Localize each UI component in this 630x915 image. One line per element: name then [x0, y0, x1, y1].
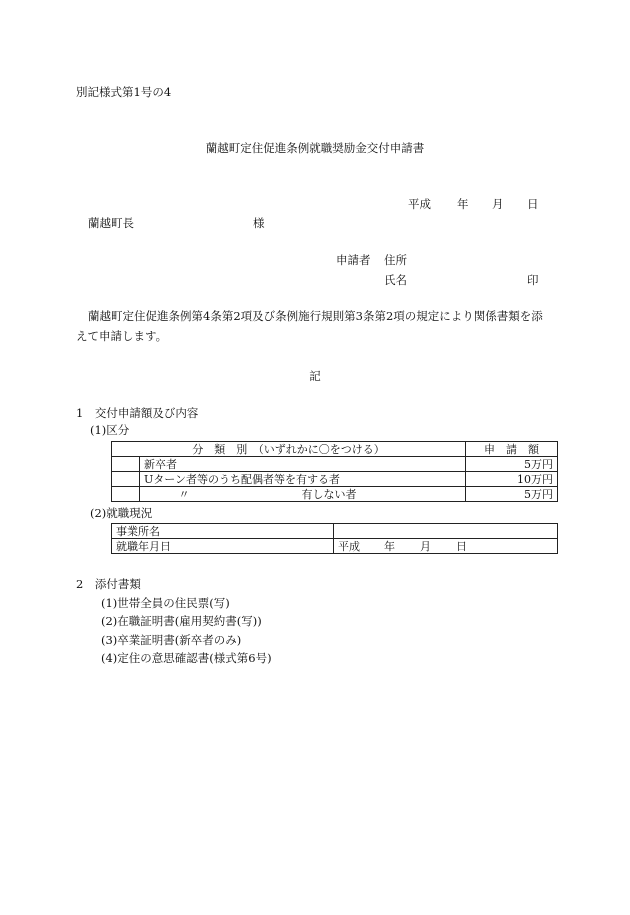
table-row: [112, 539, 558, 554]
body-text-line2: えて申請します。: [76, 329, 168, 343]
date-year: 年: [457, 197, 469, 211]
header-category: 分 類 別 （いずれかに〇をつける）: [112, 442, 466, 457]
addressee-suffix: 様: [253, 216, 265, 230]
section2-heading: 2 添付書類: [76, 577, 141, 591]
category-cell: Uターン者等のうち配偶者等を有する者: [140, 472, 466, 487]
amount-cell: 10万円: [466, 472, 558, 487]
employment-date-label: 就職年月日: [112, 539, 334, 554]
emp-era: 平成: [338, 539, 360, 553]
section1-sub2: (2)就職現況: [90, 506, 153, 520]
ki-heading: 記: [309, 369, 321, 383]
date-era: 平成: [408, 197, 431, 211]
applicant-label: 申請者: [336, 253, 371, 267]
table-header-row: [112, 442, 558, 457]
attachment-item: (1)世帯全員の住民票(写): [101, 596, 230, 610]
employment-date-field[interactable]: [334, 539, 558, 554]
name-label: 氏名: [384, 273, 407, 287]
date-day: 日: [527, 197, 539, 211]
mark-cell[interactable]: [112, 487, 140, 502]
document-title: 蘭越町定住促進条例就職奨励金交付申請書: [205, 141, 425, 155]
attachment-item: (3)卒業証明書(新卒者のみ): [101, 633, 242, 647]
section1-heading: 1 交付申請額及び内容: [76, 406, 199, 420]
ditto-mark: 〃: [178, 487, 190, 501]
form-reference: 別記様式第1号の4: [76, 85, 172, 99]
amount-cell: 5万円: [466, 457, 558, 472]
category-cell: 新卒者: [140, 457, 466, 472]
emp-year: 年: [384, 539, 395, 553]
attachment-item: (4)定住の意思確認書(様式第6号): [101, 651, 272, 665]
amount-cell: 5万円: [466, 487, 558, 502]
office-name-field[interactable]: [334, 524, 558, 539]
category-text: 有しない者: [301, 487, 357, 501]
attachment-item: (2)在職証明書(雇用契約書(写)): [101, 614, 262, 628]
category-table: [111, 441, 558, 502]
seal-label: 印: [527, 273, 539, 287]
mark-cell[interactable]: [112, 457, 140, 472]
address-label: 住所: [384, 253, 407, 267]
employment-table: [111, 523, 558, 554]
mark-cell[interactable]: [112, 472, 140, 487]
date-month: 月: [492, 197, 504, 211]
table-row: [112, 472, 558, 487]
table-row: [112, 457, 558, 472]
body-text-line1: 蘭越町定住促進条例第4条第2項及び条例施行規則第3条第2項の規定により関係書類を添: [88, 309, 543, 323]
category-cell: [140, 487, 466, 502]
table-row: [112, 524, 558, 539]
emp-day: 日: [456, 539, 467, 553]
header-amount: 申 請 額: [466, 442, 558, 457]
table-row: [112, 487, 558, 502]
section1-sub1: (1)区分: [90, 423, 130, 437]
office-name-label: 事業所名: [112, 524, 334, 539]
emp-month: 月: [420, 539, 431, 553]
addressee-name: 蘭越町長: [88, 216, 134, 230]
